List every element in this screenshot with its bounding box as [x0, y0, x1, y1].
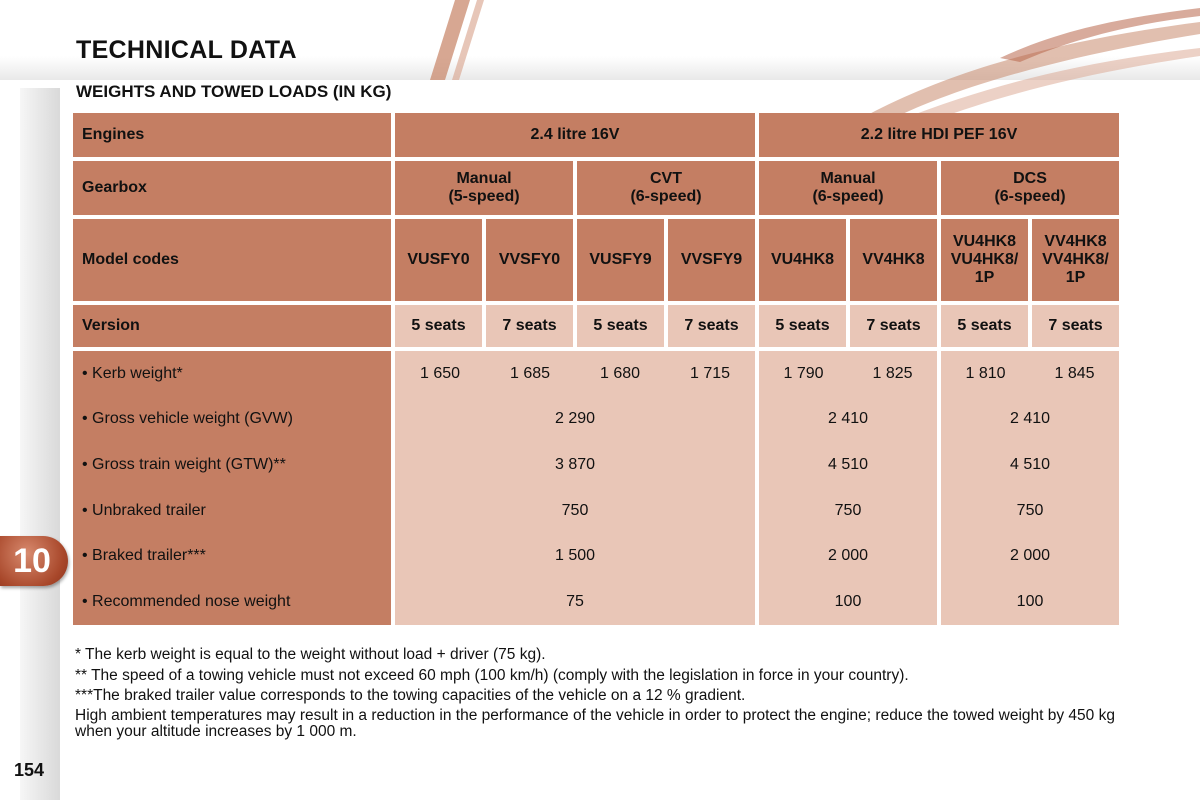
gvw-value: 2 410 [1010, 410, 1051, 428]
chapter-tab: 10 [0, 536, 68, 586]
version-cell: 7 seats [850, 305, 937, 347]
section-title: WEIGHTS AND TOWED LOADS (IN KG) [76, 82, 392, 101]
footnote-speed: ** The speed of a towing vehicle must not exceed 60 mph (100 km/h) (comply with the legislation in force in your country). [75, 666, 909, 684]
gearbox-dcs: DCS (6-speed) [941, 161, 1119, 215]
footnotes [75, 645, 1135, 740]
row-label-unbraked: • Unbraked trailer [82, 501, 206, 519]
braked-value: 2 000 [827, 547, 869, 565]
engines-row [73, 113, 1119, 157]
kerb-value: 1 685 [509, 364, 551, 382]
version-cell: 5 seats [941, 305, 1028, 347]
nose-value: 75 [566, 592, 584, 610]
page-number: 154 [14, 760, 45, 780]
gvw-value: 2 410 [827, 410, 869, 428]
weights-body [73, 351, 1119, 625]
braked-value: 1 500 [554, 547, 596, 565]
row-labels [73, 351, 391, 625]
version-cell: 5 seats [759, 305, 846, 347]
model-codes-row [73, 219, 1119, 301]
footnote-braked: ***The braked trailer value corresponds to the towing capacities of the vehicle on a 12 % gradient. [75, 687, 746, 704]
version-row [73, 305, 1119, 347]
row-label-nose: • Recommended nose weight [82, 592, 291, 610]
gtw-value: 4 510 [827, 455, 869, 473]
model-code-dcs-5: VU4HK8 VU4HK8/ 1P [941, 219, 1028, 301]
model-codes-label: Model codes [73, 219, 391, 301]
weights-table [69, 109, 1123, 629]
engines-label: Engines [73, 113, 391, 157]
engine-diesel: 2.2 litre HDI PEF 16V [759, 113, 1119, 157]
version-cell: 7 seats [1032, 305, 1119, 347]
row-label-gtw: • Gross train weight (GTW)** [82, 455, 286, 473]
unbraked-value: 750 [561, 501, 589, 519]
row-label-kerb: • Kerb weight* [82, 364, 183, 382]
kerb-value: 1 825 [872, 364, 913, 382]
version-cell: 5 seats [577, 305, 664, 347]
model-code: VUSFY0 [395, 219, 482, 301]
kerb-values-diesel-manual [759, 365, 937, 383]
diesel-manual-values [759, 351, 937, 625]
version-label: Version [73, 305, 391, 347]
model-code-dcs-7: VV4HK8 VV4HK8/ 1P [1032, 219, 1119, 301]
gearbox-row [73, 161, 1119, 215]
kerb-values-diesel-dcs [941, 365, 1119, 383]
row-label-braked: • Braked trailer*** [82, 547, 206, 565]
kerb-value: 1 810 [965, 364, 1006, 382]
page-title: TECHNICAL DATA [76, 36, 297, 64]
footnote-kerb: * The kerb weight is equal to the weight without load + driver (75 kg). [75, 646, 546, 663]
version-cell: 7 seats [486, 305, 573, 347]
model-code: VU4HK8 [759, 219, 846, 301]
kerb-value: 1 680 [599, 364, 641, 382]
gearbox-manual-6: Manual (6-speed) [759, 161, 937, 215]
engine-petrol: 2.4 litre 16V [395, 113, 755, 157]
gtw-value: 4 510 [1010, 455, 1051, 473]
model-code: VVSFY0 [486, 219, 573, 301]
footnote-temperature: High ambient temperatures may result in a reduction in the performance of the vehicle in order to protect the engine; reduce the towed weight by 450 kg when your altitude increases by 1 000 m. [75, 706, 1115, 740]
petrol-values [395, 351, 755, 625]
row-label-gvw: • Gross vehicle weight (GVW) [82, 410, 293, 428]
model-code: VV4HK8 [850, 219, 937, 301]
kerb-value: 1 790 [783, 364, 824, 382]
version-cell: 7 seats [668, 305, 755, 347]
kerb-values-petrol [395, 365, 755, 383]
unbraked-value: 750 [1016, 501, 1044, 519]
unbraked-value: 750 [834, 501, 862, 519]
kerb-value: 1 845 [1054, 364, 1095, 382]
side-band [20, 88, 60, 800]
diesel-dcs-values [941, 351, 1119, 625]
gtw-value: 3 870 [554, 455, 596, 473]
gearbox-cvt: CVT (6-speed) [577, 161, 755, 215]
gearbox-label: Gearbox [73, 161, 391, 215]
braked-value: 2 000 [1010, 547, 1051, 565]
model-code: VUSFY9 [577, 219, 664, 301]
version-cell: 5 seats [395, 305, 482, 347]
kerb-value: 1 715 [689, 364, 731, 382]
model-code: VVSFY9 [668, 219, 755, 301]
nose-value: 100 [834, 592, 862, 610]
kerb-value: 1 650 [419, 364, 461, 382]
gvw-value: 2 290 [554, 410, 596, 428]
nose-value: 100 [1016, 592, 1044, 610]
gearbox-manual-5: Manual (5-speed) [395, 161, 573, 215]
